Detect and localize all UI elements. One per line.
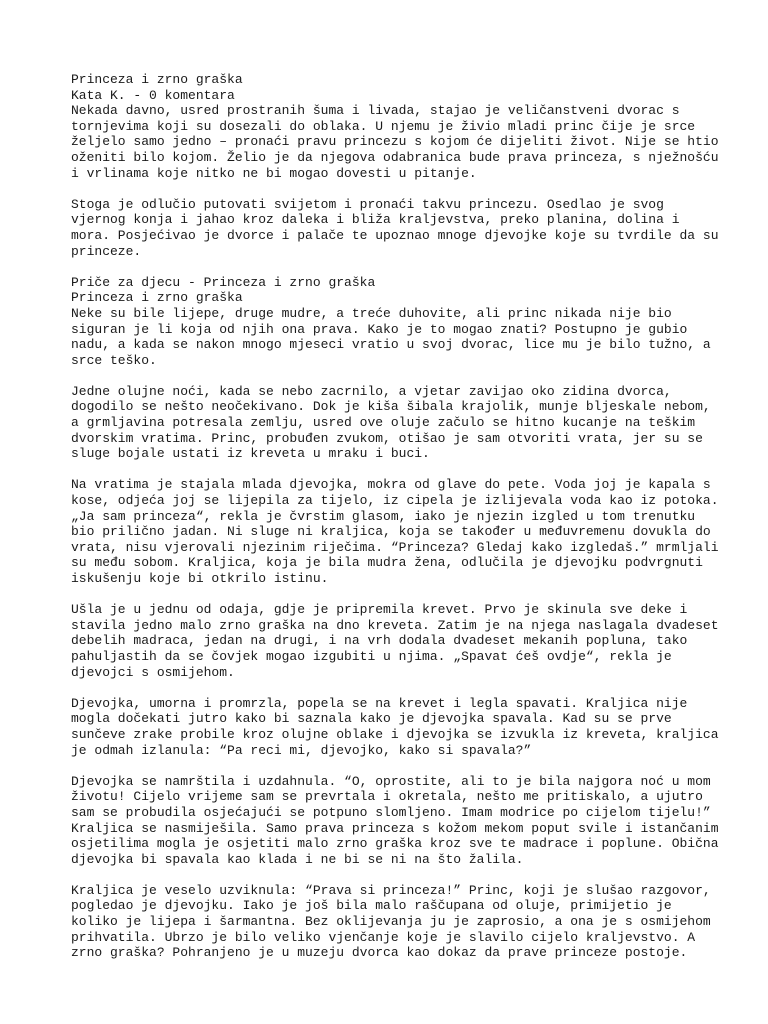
text-line: željelo samo jedno – pronaći pravu princezu s kojom će dijeliti život. Nije se htio <box>71 134 719 150</box>
text-line: oženiti bilo kojom. Želio je da njegova odabranica bude prava princeza, s nježnošću <box>71 149 719 165</box>
paragraph <box>71 882 711 961</box>
text-line: pahuljastih da se čovjek mogao izgubiti u njima. „Spavat ćeš ovdje“, rekla je <box>71 648 672 664</box>
text-line: dogodilo se nešto neočekivano. Dok je kiša šibala krajolik, munje bljeskale nebom, <box>71 399 711 415</box>
text-line: „Ja sam princeza“, rekla je čvrstim glasom, iako je njezin izgled u tom trenutku <box>71 508 696 524</box>
paragraph <box>71 773 719 868</box>
text-line: Djevojka, umorna i promrzla, popela se na krevet i legla spavati. Kraljica nije <box>71 695 688 711</box>
text-line: dvorskim vratima. Princ, probuđen zvukom, otišao je sam otvoriti vrata, jer su se <box>71 430 703 446</box>
text-line: osjetilima mogla je osjetiti malo zrno graška kroz sve te madrace i poplune. Obična <box>71 836 719 852</box>
text-line: kose, odjeća joj se lijepila za tijelo, iz cipela je izlijevala voda kao iz potoka. <box>71 493 719 509</box>
text-line: bio prilično jadan. Ni sluge ni kraljica, koja se također u međuvremenu dovukla do <box>71 524 711 540</box>
text-line: siguran je li koja od njih ona prava. Kako je to mogao znati? Postupno je gubio <box>71 321 688 337</box>
paragraph <box>71 602 719 680</box>
text-line: princeze. <box>71 243 142 259</box>
text-line: Nekada davno, usred prostranih šuma i livada, stajao je veličanstveni dvorac s <box>71 103 680 119</box>
text-line: je odmah izlanula: “Pa reci mi, djevojko, kako si spavala?” <box>71 742 532 758</box>
text-line: tornjevima koji su dosezali do oblaka. U njemu je živio mladi princ čije je srce <box>71 118 696 134</box>
text-line: Neke su bile lijepe, druge mudre, a treće duhovite, ali princ nikada nije bio <box>71 305 672 321</box>
text-line: srce teško. <box>71 352 157 368</box>
paragraph <box>71 695 719 758</box>
text-line: mogla dočekati jutro kako bi saznala kako je djevojka spavala. Kad su se prve <box>71 711 672 727</box>
text-line: debelih madraca, jedan na drugi, i na vrh dodala dvadeset mekanih popluna, tako <box>71 633 688 649</box>
paragraph <box>71 383 711 462</box>
text-line: Jedne olujne noći, kada se nebo zacrnilo, a vjetar zavijao oko zidina dvorca, <box>71 383 672 399</box>
text-line: Na vratima je stajala mlada djevojka, mokra od glave do pete. Voda joj je kapala s <box>71 477 711 493</box>
text-line: nadu, a kada se nakon mnogo mjeseci vratio u svoj dvorac, lice mu je bilo tužno, a <box>71 337 711 353</box>
text-line: koliko je lijepa i šarmantna. Bez oklijevanja ju je zaprosio, a ona je s osmijehom <box>71 914 711 930</box>
text-line: životu! Cijelo vrijeme sam se prevrtala i okretala, nešto me pritiskalo, a ujutro <box>71 789 703 805</box>
paragraph <box>71 274 711 369</box>
text-line: prihvatila. Ubrzo je bilo veliko vjenčanje koje je slavilo cijelo kraljevstvo. A <box>71 929 696 945</box>
document-header <box>71 72 719 181</box>
text-line: stavila jedno malo zrno graška na dno kreveta. Zatim je na njega naslagala dvadeset <box>71 617 719 633</box>
text-line: Kraljica se nasmiješila. Samo prava princeza s kožom mekom poput svile i istančanim <box>71 820 719 836</box>
text-line: Stoga je odlučio putovati svijetom i pronaći takvu princezu. Osedlao je svog <box>71 196 664 212</box>
text-line: Ušla je u jednu od odaja, gdje je pripremila krevet. Prvo je skinula sve deke i <box>71 602 688 618</box>
text-line: sam se probudila osjećajući se potpuno slomljeno. Imam modrice po cijelom tijelu!” <box>71 804 711 820</box>
text-line: mora. Posjećivao je dvorce i palače te upoznao mnoge djevojke koje su tvrdile da su <box>71 227 719 243</box>
paragraph <box>71 477 719 586</box>
text-line: Princeza i zrno graška <box>71 290 243 306</box>
text-line: djevojci s osmijehom. <box>71 664 235 680</box>
text-line: Priče za djecu - Princeza i zrno graška <box>71 274 376 290</box>
text-line: Djevojka se namrštila i uzdahnula. “O, oprostite, ali to je bila najgora noć u mom <box>71 773 711 789</box>
text-line: vrata, nisu vjerovali njezinim riječima. “Princeza? Gledaj kako izgledaš.” mrmljali <box>71 539 719 555</box>
paragraph <box>71 196 719 259</box>
text-line: djevojka bi spavala kao klada i ne bi se ni na što žalila. <box>71 851 524 867</box>
text-line: pogledao je djevojku. Iako je još bila malo raščupana od oluje, primijetio je <box>71 898 672 914</box>
text-line: iskušenju koje bi otkrilo istinu. <box>71 571 329 586</box>
text-line: sunčeve zrake probile kroz olujne oblake i djevojka se izvukla iz kreveta, kraljica <box>71 726 719 742</box>
text-line: sluge bojale ustati iz kreveta u mraku i buci. <box>71 446 430 462</box>
text-line: vjernog konja i jahao kroz daleka i bliža kraljevstva, preko planina, dolina i <box>71 212 680 228</box>
text-line: i vrlinama koje nitko ne bi mogao dovesti u pitanje. <box>71 165 477 181</box>
text-line: a grmljavina potresala zemlju, usred ove oluje začulo se hitno kucanje na teškim <box>71 415 696 431</box>
document-title: Princeza i zrno graška <box>71 72 243 87</box>
text-line: Kraljica je veselo uzviknula: “Prava si princeza!” Princ, koji je slušao razgovor, <box>71 882 711 898</box>
author-comments-line: Kata K. - 0 komentara <box>71 87 235 103</box>
document-page <box>71 72 719 961</box>
text-line: su među sobom. Kraljica, koja je bila mudra žena, odlučila je djevojku podvrgnuti <box>71 555 703 571</box>
text-line: zrno graška? Pohranjeno je u muzeju dvorca kao dokaz da prave princeze postoje. <box>71 945 688 961</box>
